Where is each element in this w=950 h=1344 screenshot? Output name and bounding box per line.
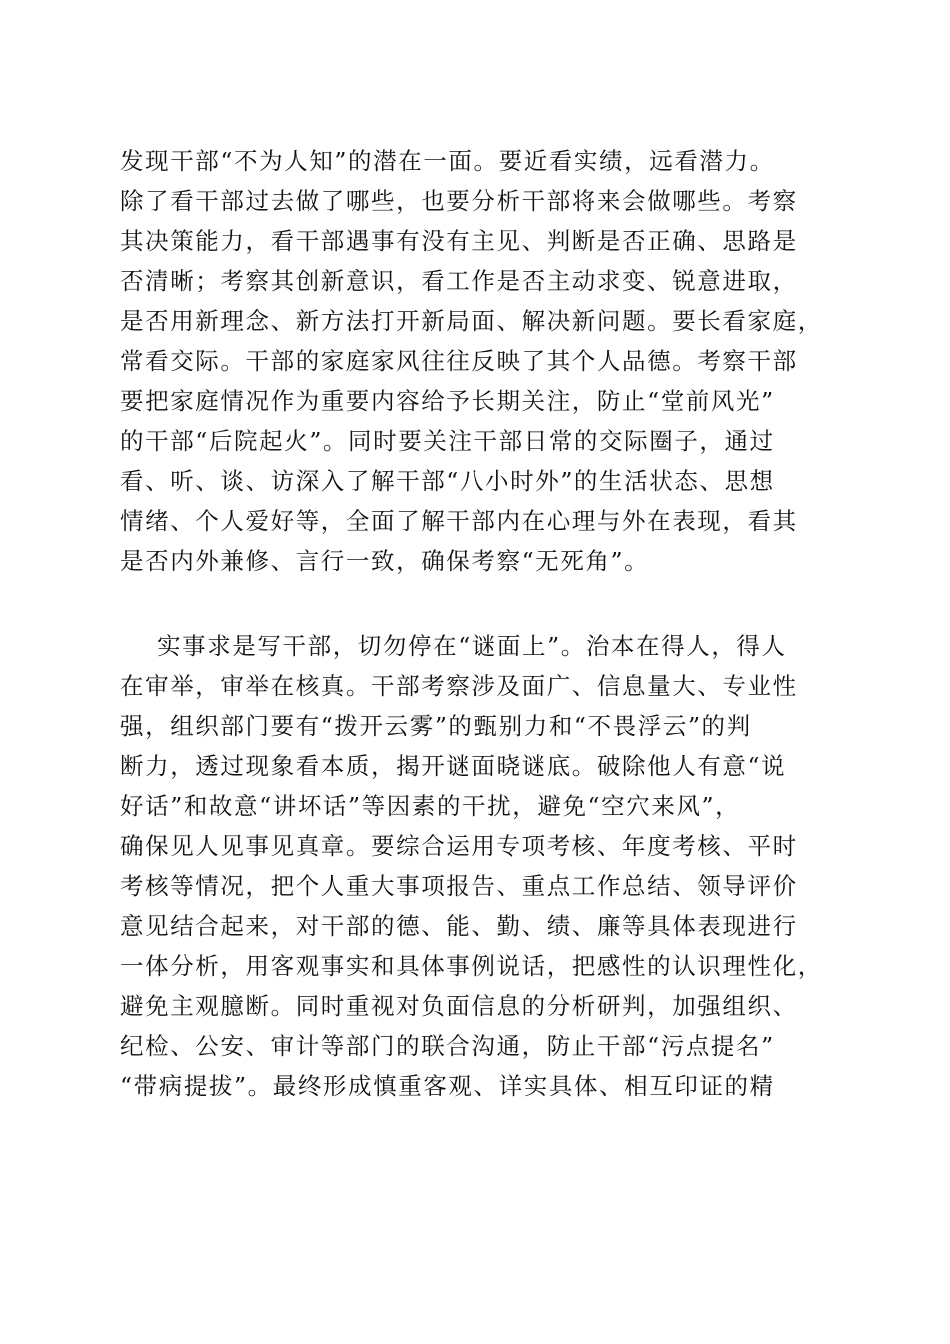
paragraph-line: 其决策能力，看干部遇事有没有主见、判断是否正确、思路是 bbox=[120, 227, 798, 255]
paragraph-line: 是否用新理念、新方法打开新局面、解决新问题。要长看家庭， bbox=[120, 307, 823, 335]
paragraph-line: 否清晰；考察其创新意识，看工作是否主动求变、锐意进取， bbox=[120, 267, 798, 295]
paragraph-line: 避免主观臆断。同时重视对负面信息的分析研判，加强组织、 bbox=[120, 992, 798, 1020]
paragraph-first-line: 实事求是写干部，切勿停在“谜面上”。治本在得人，得人 bbox=[157, 632, 787, 660]
paragraph-line: 情绪、个人爱好等，全面了解干部内在心理与外在表现，看其 bbox=[120, 507, 798, 535]
paragraph-line: 发现干部“不为人知”的潜在一面。要近看实绩，远看潜力。 bbox=[120, 147, 775, 175]
paragraph-line: 的干部“后院起火”。同时要关注干部日常的交际圈子，通过 bbox=[120, 427, 775, 455]
paragraph-line: 一体分析，用客观事实和具体事例说话，把感性的认识理性化， bbox=[120, 952, 823, 980]
paragraph-line: 考核等情况，把个人重大事项报告、重点工作总结、领导评价 bbox=[120, 872, 798, 900]
paragraph-line: 强，组织部门要有“拨开云雾”的甄别力和“不畏浮云”的判 bbox=[120, 712, 752, 740]
paragraph-line: 看、听、谈、访深入了解干部“八小时外”的生活状态、思想 bbox=[120, 467, 775, 495]
paragraph-line: 意见结合起来，对干部的德、能、勤、绩、廉等具体表现进行 bbox=[120, 912, 798, 940]
paragraph-line: 好话”和故意“讲坏话”等因素的干扰，避免“空穴来风”， bbox=[120, 792, 741, 820]
paragraph-line: “带病提拔”。最终形成慎重客观、详实具体、相互印证的精 bbox=[120, 1072, 775, 1100]
paragraph-line: 在审举，审举在核真。干部考察涉及面广、信息量大、专业性 bbox=[120, 672, 798, 700]
paragraph-line: 常看交际。干部的家庭家风往往反映了其个人品德。考察干部 bbox=[120, 347, 798, 375]
paragraph-line: 确保见人见事见真章。要综合运用专项考核、年度考核、平时 bbox=[120, 832, 798, 860]
paragraph-line: 除了看干部过去做了哪些，也要分析干部将来会做哪些。考察 bbox=[120, 187, 798, 215]
paragraph-line: 是否内外兼修、言行一致，确保考察“无死角”。 bbox=[120, 547, 650, 575]
paragraph-line: 纪检、公安、审计等部门的联合沟通，防止干部“污点提名” bbox=[120, 1032, 775, 1060]
paragraph-line: 断力，透过现象看本质，揭开谜面晓谜底。破除他人有意“说 bbox=[120, 752, 787, 780]
paragraph-line: 要把家庭情况作为重要内容给予长期关注，防止“堂前风光” bbox=[120, 387, 775, 415]
